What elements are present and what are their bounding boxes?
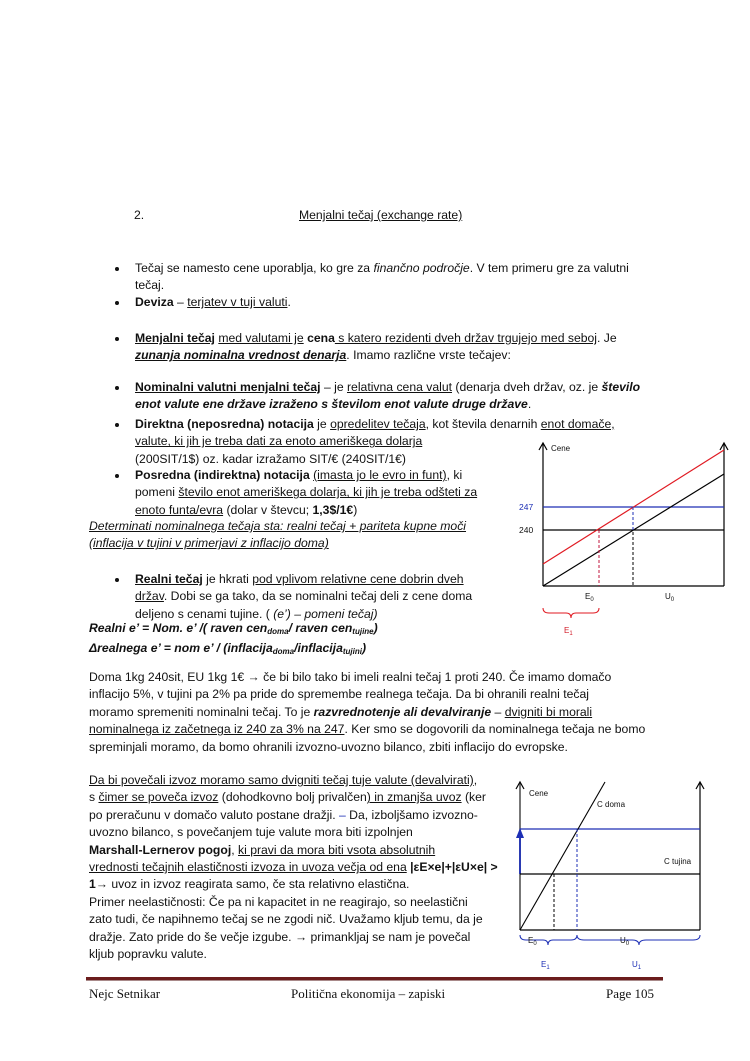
text: s bbox=[89, 790, 99, 805]
text: E bbox=[528, 936, 534, 945]
chart1-label-e0 bbox=[585, 592, 594, 605]
text: E bbox=[541, 960, 547, 969]
formula: |εE×e|+|εU×e| > bbox=[406, 860, 498, 875]
determinanti-note bbox=[89, 518, 466, 553]
text: moramo spremeniti nominalni tečaj. To je bbox=[89, 704, 314, 719]
subscript: doma bbox=[267, 627, 289, 636]
subscript: 1 bbox=[546, 965, 550, 971]
term-realni: Realni tečaj bbox=[135, 572, 203, 586]
text: je hkrati bbox=[202, 572, 253, 586]
text: (ker bbox=[461, 790, 486, 805]
text: je bbox=[313, 417, 331, 431]
text: vrednosti tečajnih elastičnosti izvoza in uvoza večja od ena bbox=[89, 860, 407, 875]
text: ) bbox=[353, 502, 358, 517]
text: . Ker smo se dogovorili da nominalnega tečaja ne bomo bbox=[344, 722, 646, 737]
text: . Imamo različne vrste tečajev: bbox=[346, 348, 511, 363]
definition: terjatev v tuji valuti bbox=[187, 295, 288, 309]
text: inflacijo 5%, v tujini pa 2% pa pride do spremembe realnega tečaja. Da bi ohranili realni tečaj bbox=[89, 687, 589, 702]
text: po preračunu v domačo valuto postane dražji. bbox=[89, 807, 339, 822]
text: kljub popravku valute. bbox=[89, 947, 207, 962]
bullet-marker bbox=[115, 386, 119, 390]
chart2-label-c-tujina: C tujina bbox=[664, 857, 692, 866]
chart1-tick-247: 247 bbox=[519, 502, 534, 512]
term-marshall-lerner: Marshall-Lernerov pogoj bbox=[89, 842, 232, 857]
footer-page-number: Page 105 bbox=[606, 986, 655, 1001]
text: → uvoz in izvoz reagirata samo, če sta relativno elastična. bbox=[95, 877, 410, 892]
text: . bbox=[287, 295, 291, 309]
text: 1,3$/1€ bbox=[312, 502, 354, 517]
term-cena: cena bbox=[307, 331, 335, 345]
text: tečaj. bbox=[135, 278, 165, 293]
section-title: Menjalni tečaj (exchange rate) bbox=[299, 208, 463, 222]
bullet-marker bbox=[115, 301, 119, 305]
bullet-posredna-notacija bbox=[135, 467, 477, 519]
term-menjalni-tecaj: Menjalni tečaj bbox=[135, 331, 215, 345]
chart2-label-u0 bbox=[620, 936, 629, 949]
bullet-marker bbox=[115, 474, 119, 478]
subscript: tujine bbox=[352, 627, 374, 636]
definition: enot valute ene države izraženo s številom enot valute druge države bbox=[135, 397, 528, 412]
subscript: doma bbox=[272, 647, 295, 657]
text: . Dobi se ga tako, da se nominalni tečaj deli z cene doma bbox=[163, 589, 473, 604]
text: (e’) – pomeni tečaj) bbox=[273, 606, 378, 621]
bullet-marker bbox=[115, 423, 119, 427]
chart1-tick-240: 240 bbox=[519, 525, 534, 535]
text: . Je bbox=[597, 331, 617, 345]
text: ) bbox=[361, 641, 367, 656]
text: E bbox=[564, 626, 570, 635]
subscript: 0 bbox=[625, 941, 630, 947]
text: čimer se poveča izvoz bbox=[98, 790, 219, 805]
definition: zunanja nominalna vrednost denarja bbox=[135, 348, 347, 363]
text: Primer neelastičnosti: Če pa ni kapacitet in ne reagirajo, so neelastični bbox=[89, 894, 468, 909]
izvoz-paragraph bbox=[89, 772, 498, 963]
text: ) in zmanjša uvoz bbox=[366, 790, 462, 805]
text: E bbox=[585, 592, 591, 601]
text: . bbox=[527, 397, 532, 412]
chart2-label-e1 bbox=[541, 960, 550, 973]
term-devalviranje: razvrednotenje ali devalviranje bbox=[313, 704, 492, 719]
chart1-ylabel: Cene bbox=[551, 444, 571, 453]
text: uvozno bilanco, s povečanjem tuje valute mora biti izpolnjen bbox=[89, 825, 413, 840]
text: (dolar v števcu; bbox=[223, 502, 313, 517]
chart2-ylabel: Cene bbox=[529, 789, 549, 798]
text: (200SIT/1$) oz. kadar izražamo SIT/€ (240SIT/1€) bbox=[135, 451, 406, 466]
chart-devalvacija bbox=[505, 436, 735, 646]
term-nominalni: Nominalni valutni menjalni tečaj bbox=[135, 380, 321, 394]
text: (dohodkovno bolj privalčen bbox=[218, 790, 367, 805]
subscript: 0 bbox=[670, 597, 675, 603]
text: Determinati nominalnega tečaja sta: realni tečaj + pariteta kupne moči bbox=[89, 519, 467, 533]
footer-divider bbox=[86, 977, 663, 981]
text: držav bbox=[135, 589, 164, 604]
text: mora biti vsota absolutnih bbox=[296, 842, 436, 857]
chart2-label-c-doma: C doma bbox=[597, 800, 626, 809]
text: – bbox=[491, 704, 505, 719]
text: spreminjali moramo, da bomo ohranili izvozno-uvozno bilanco, zbiti inflacijo do evropske. bbox=[89, 739, 568, 754]
bullet-marker bbox=[115, 578, 119, 582]
text: enoto funta/evra bbox=[135, 502, 224, 517]
subscript: 0 bbox=[590, 597, 594, 603]
text: opredelitev tečaja bbox=[330, 417, 426, 431]
subscript: 0 bbox=[533, 941, 537, 947]
text: med valutami je bbox=[218, 331, 304, 345]
bullet-marker bbox=[115, 267, 119, 271]
text: Realni e’ = Nom. e’ /( raven cen bbox=[89, 621, 268, 635]
bullet-tecaj bbox=[135, 260, 629, 295]
text: – bbox=[339, 807, 346, 822]
text: U bbox=[665, 592, 671, 601]
bullet-realni-tecaj bbox=[135, 571, 472, 623]
text: Doma 1kg 240sit, EU 1kg 1€ → če bi bilo tako bi imeli realni tečaj 1 proti 240. Če imamo domačo bbox=[89, 670, 612, 684]
text: (imasta jo le evro in funt) bbox=[313, 468, 447, 482]
term-direktna: Direktna (neposredna) notacija bbox=[135, 417, 314, 431]
formula-realni bbox=[89, 620, 378, 661]
chart2-label-u1 bbox=[632, 960, 641, 973]
text: deljeno s cenami tujine. ( bbox=[135, 606, 274, 621]
text: Da bi povečali izvoz moramo samo dvigniti tečaj tuje valute (devalvirati) bbox=[89, 773, 474, 787]
text: – bbox=[173, 295, 188, 309]
footer-author: Nejc Setnikar bbox=[89, 986, 161, 1001]
text: število bbox=[601, 380, 641, 394]
text: enot domače, bbox=[540, 417, 615, 431]
term-posredna: Posredna (indirektna) notacija bbox=[135, 468, 310, 482]
subscript: tujini bbox=[342, 647, 362, 657]
section-number: 2. bbox=[134, 208, 145, 222]
text: pod vplivom relativne cene dobrin dveh bbox=[252, 572, 464, 586]
footer-title: Politična ekonomija – zapiski bbox=[291, 986, 446, 1001]
text: valute, ki jih je treba dati za enoto ameriškega dolarja bbox=[135, 434, 423, 449]
text: Tečaj se namesto cene uporablja, ko gre za bbox=[135, 261, 374, 275]
text: – je bbox=[320, 380, 347, 394]
text: Δrealnega e’ = nom e’ / (inflacija bbox=[89, 641, 273, 656]
text: zato tudi, če napihnemo tečaj se ne zgodi nič. Uvažamo kljub temu, da je bbox=[89, 912, 483, 927]
text: pomeni bbox=[135, 485, 179, 500]
text: s katero rezidenti dveh držav trgujejo med seboj bbox=[334, 331, 598, 345]
italic-text: finančno področje bbox=[373, 261, 470, 275]
text: (inflacija v tujini v primerjavi z inflacijo doma) bbox=[89, 536, 329, 551]
bullet-deviza bbox=[135, 294, 291, 311]
bullet-nominalni-tecaj bbox=[135, 379, 640, 414]
primer-paragraph bbox=[89, 669, 645, 756]
text: ki pravi da bbox=[238, 842, 297, 857]
text: (denarja dveh držav, oz. je bbox=[452, 380, 602, 394]
chart1-label-e1 bbox=[564, 626, 573, 639]
text: relativna cena valut bbox=[347, 380, 453, 394]
text: , kot števila denarnih bbox=[425, 417, 541, 431]
text: , bbox=[231, 842, 238, 857]
bullet-menjalni-tecaj bbox=[135, 330, 617, 365]
chart1-label-u0 bbox=[665, 592, 674, 605]
bullet-marker bbox=[115, 337, 119, 341]
text: , ki bbox=[446, 468, 463, 482]
text: U bbox=[632, 960, 638, 969]
text: Da, izboljšamo izvozno- bbox=[345, 807, 478, 822]
subscript: 1 bbox=[637, 965, 642, 971]
chart2-label-e0 bbox=[528, 936, 537, 949]
text: . V tem primeru gre za valutni bbox=[469, 261, 629, 275]
text: , bbox=[473, 773, 478, 787]
text: dvigniti bi morali bbox=[504, 704, 593, 719]
text: dražje. Zato pride do še večje izgube. → primankljaj se nam je povečal bbox=[89, 929, 471, 944]
subscript: 1 bbox=[569, 631, 573, 637]
text: 1 bbox=[89, 877, 96, 892]
text: ) bbox=[373, 621, 378, 635]
text: U bbox=[620, 936, 626, 945]
term-deviza: Deviza bbox=[135, 295, 174, 309]
text: nominalnega iz začetnega iz 240 za 3% na 247 bbox=[89, 722, 345, 737]
text: /inflacija bbox=[294, 641, 343, 656]
text: / raven cen bbox=[288, 621, 353, 635]
text: število enot ameriškega dolarja, ki jih je treba odšteti za bbox=[178, 485, 478, 500]
